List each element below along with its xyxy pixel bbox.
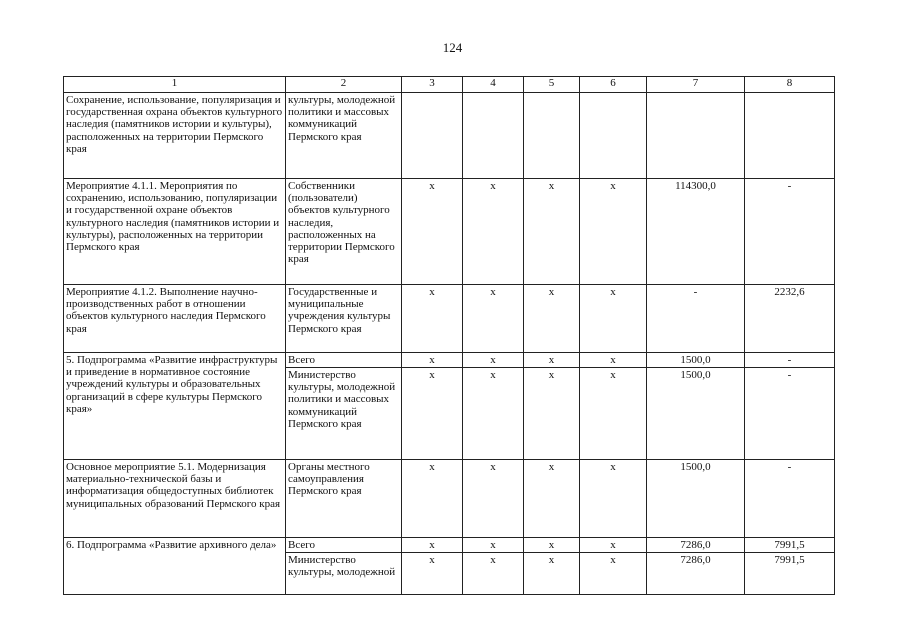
executor-cell: Всего <box>286 353 402 368</box>
value-cell: х <box>580 553 647 595</box>
column-header: 6 <box>580 77 647 93</box>
amount-cell: 7286,0 <box>647 553 745 595</box>
value-cell: х <box>402 179 463 285</box>
amount-cell: 7286,0 <box>647 538 745 553</box>
value-cell: х <box>402 538 463 553</box>
executor-cell: Государственные и муниципальные учреждения культуры Пермского края <box>286 285 402 353</box>
executor-cell: культуры, молодежной политики и массовых коммуникаций Пермского края <box>286 93 402 179</box>
value-cell <box>580 93 647 179</box>
amount-cell: 7991,5 <box>745 538 835 553</box>
amount-cell: - <box>745 353 835 368</box>
executor-cell: Собственники (пользователи) объектов культурного наследия, расположенных на территории Пермского края <box>286 179 402 285</box>
column-header: 3 <box>402 77 463 93</box>
executor-cell: Министерство культуры, молодежной <box>286 553 402 595</box>
value-cell <box>463 93 524 179</box>
amount-cell <box>647 93 745 179</box>
amount-cell: - <box>745 179 835 285</box>
column-header: 8 <box>745 77 835 93</box>
table-row <box>64 353 835 368</box>
value-cell: х <box>580 538 647 553</box>
value-cell: х <box>463 179 524 285</box>
value-cell: х <box>580 368 647 460</box>
value-cell: х <box>580 460 647 538</box>
value-cell: х <box>580 353 647 368</box>
executor-cell: Органы местного самоуправления Пермского края <box>286 460 402 538</box>
amount-cell: 1500,0 <box>647 353 745 368</box>
table-row <box>64 93 835 179</box>
value-cell: х <box>524 179 580 285</box>
value-cell: х <box>463 538 524 553</box>
value-cell <box>524 93 580 179</box>
value-cell: х <box>402 368 463 460</box>
amount-cell: - <box>745 460 835 538</box>
program-name-cell: 5. Подпрограмма «Развитие инфраструктуры и приведение в нормативное состояние учреждений культуры и образовательных организаций в сфере культуры Пермского края» <box>64 353 286 460</box>
table-header-row <box>64 77 835 93</box>
amount-cell: 1500,0 <box>647 460 745 538</box>
value-cell: х <box>524 553 580 595</box>
value-cell: х <box>463 285 524 353</box>
table-row <box>64 538 835 553</box>
table-row <box>64 285 835 353</box>
value-cell: х <box>524 353 580 368</box>
column-header: 7 <box>647 77 745 93</box>
value-cell: х <box>524 460 580 538</box>
value-cell: х <box>524 368 580 460</box>
amount-cell: - <box>647 285 745 353</box>
amount-cell: 1500,0 <box>647 368 745 460</box>
column-header: 4 <box>463 77 524 93</box>
table-row <box>64 460 835 538</box>
value-cell: х <box>402 285 463 353</box>
value-cell: х <box>402 460 463 538</box>
value-cell: х <box>402 353 463 368</box>
program-name-cell: Основное мероприятие 5.1. Модернизация материально-технической базы и информатизация общедоступных библиотек муниципальных образований Пермского края <box>64 460 286 538</box>
value-cell: х <box>463 368 524 460</box>
program-name-cell: 6. Подпрограмма «Развитие архивного дела» <box>64 538 286 595</box>
value-cell: х <box>580 285 647 353</box>
amount-cell: 2232,6 <box>745 285 835 353</box>
value-cell: х <box>524 538 580 553</box>
amount-cell: 114300,0 <box>647 179 745 285</box>
amount-cell <box>745 93 835 179</box>
value-cell: х <box>463 353 524 368</box>
program-name-cell: Мероприятие 4.1.2. Выполнение научно-производственных работ в отношении объектов культурного наследия Пермского края <box>64 285 286 353</box>
table-row <box>64 179 835 285</box>
program-name-cell: Мероприятие 4.1.1. Мероприятия по сохранению, использованию, популяризации и государственной охране объектов культурного наследия (памятников истории и культуры), расположенных на территории Пермского края <box>64 179 286 285</box>
page-number: 124 <box>442 40 463 55</box>
amount-cell: 7991,5 <box>745 553 835 595</box>
value-cell: х <box>463 460 524 538</box>
column-header: 2 <box>286 77 402 93</box>
executor-cell: Министерство культуры, молодежной политики и массовых коммуникаций Пермского края <box>286 368 402 460</box>
program-name-cell: Сохранение, использование, популяризация и государственная охрана объектов культурного наследия (памятников истории и культуры), расположенных на территории Пермского края <box>64 93 286 179</box>
column-header: 5 <box>524 77 580 93</box>
value-cell <box>402 93 463 179</box>
executor-cell: Всего <box>286 538 402 553</box>
value-cell: х <box>463 553 524 595</box>
value-cell: х <box>402 553 463 595</box>
value-cell: х <box>580 179 647 285</box>
amount-cell: - <box>745 368 835 460</box>
value-cell: х <box>524 285 580 353</box>
column-header: 1 <box>64 77 286 93</box>
budget-table <box>63 76 835 595</box>
